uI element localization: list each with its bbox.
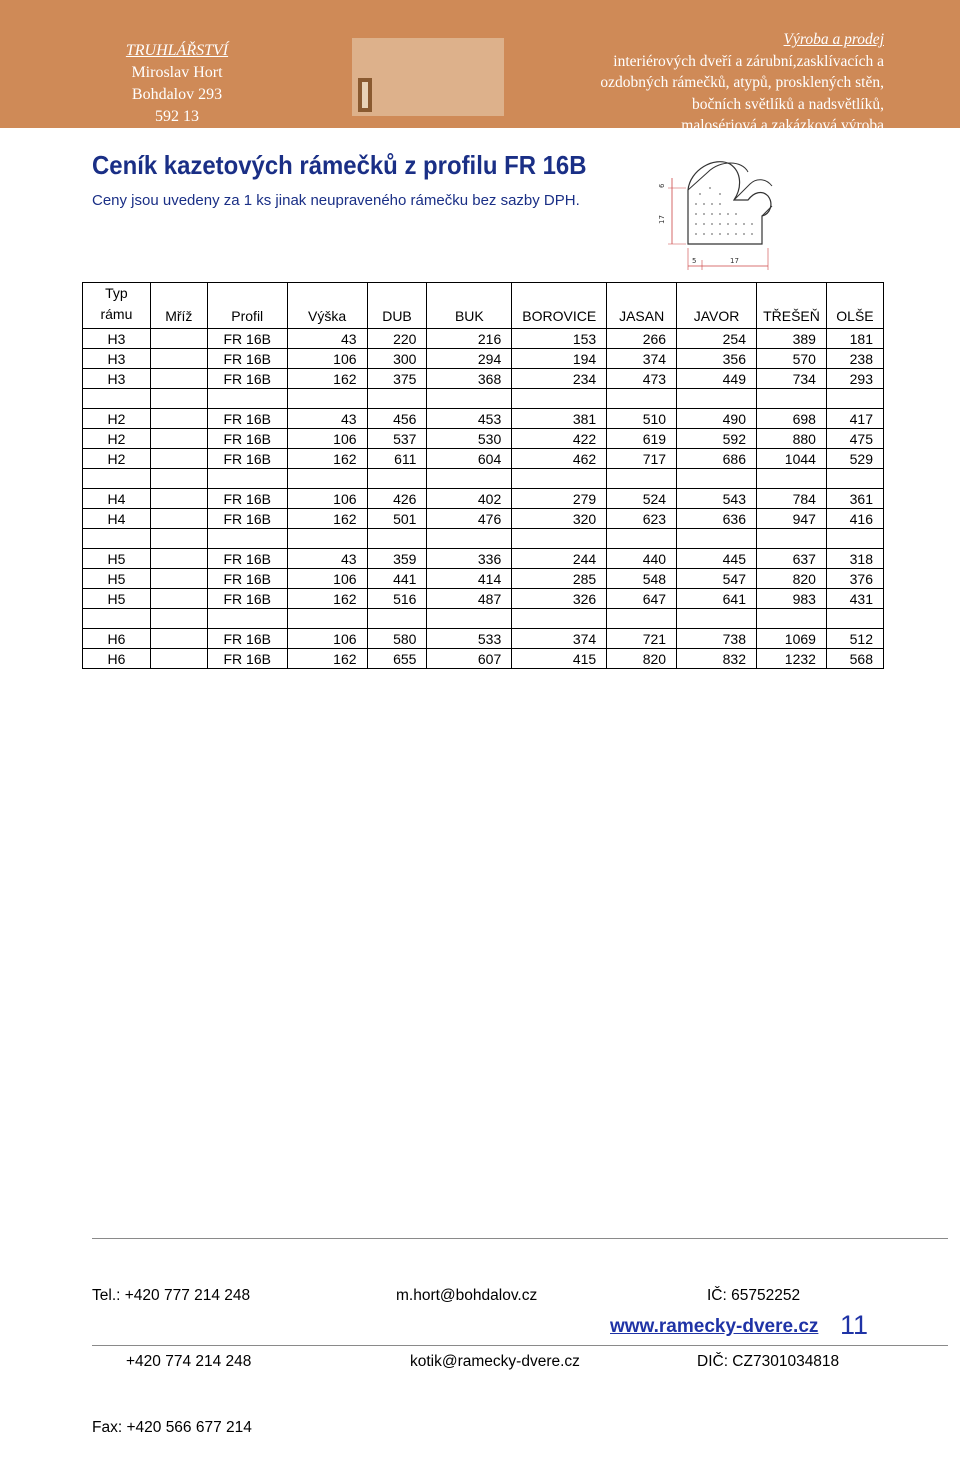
profile-cross-section-drawing — [650, 148, 780, 270]
cell-javor: 449 — [677, 369, 757, 389]
dim-label: 5 — [692, 257, 697, 265]
cell-typ: H3 — [83, 369, 151, 389]
cell-javor: 445 — [677, 549, 757, 569]
cell-dub: 611 — [367, 449, 427, 469]
cell-tresen: 698 — [756, 409, 826, 429]
cell-mriz — [150, 369, 207, 389]
cell-vyska: 106 — [287, 629, 367, 649]
cell-vyska: 162 — [287, 509, 367, 529]
table-spacer-row — [83, 529, 884, 549]
cell-dub — [367, 469, 427, 489]
cell-buk: 453 — [427, 409, 512, 429]
cell-jasan: 721 — [607, 629, 677, 649]
cell-mriz — [150, 529, 207, 549]
cell-jasan — [607, 469, 677, 489]
cell-javor: 641 — [677, 589, 757, 609]
cell-mriz — [150, 469, 207, 489]
column-header-mriz: Mříž — [150, 283, 207, 329]
cell-buk: 368 — [427, 369, 512, 389]
cell-typ: H2 — [83, 449, 151, 469]
cell-vyska — [287, 529, 367, 549]
table-row — [83, 349, 884, 369]
cell-typ: H3 — [83, 329, 151, 349]
cell-buk: 604 — [427, 449, 512, 469]
cell-borovice: 320 — [512, 509, 607, 529]
cell-jasan: 623 — [607, 509, 677, 529]
cell-borovice: 415 — [512, 649, 607, 669]
cell-olse: 318 — [826, 549, 883, 569]
cell-vyska: 43 — [287, 329, 367, 349]
cell-olse: 376 — [826, 569, 883, 589]
cell-tresen: 1044 — [756, 449, 826, 469]
footer-emails — [396, 1241, 580, 1417]
cell-dub: 426 — [367, 489, 427, 509]
cell-javor: 254 — [677, 329, 757, 349]
cell-vyska: 162 — [287, 369, 367, 389]
cell-borovice: 153 — [512, 329, 607, 349]
dim-label: 17 — [730, 257, 739, 265]
table-row — [83, 509, 884, 529]
cell-tresen: 1232 — [756, 649, 826, 669]
cell-profil: FR 16B — [207, 409, 287, 429]
cell-vyska: 43 — [287, 409, 367, 429]
services-line: malosériová a zakázková výroba — [681, 117, 884, 134]
cell-javor: 543 — [677, 489, 757, 509]
cell-tresen: 734 — [756, 369, 826, 389]
cell-typ — [83, 469, 151, 489]
cell-profil: FR 16B — [207, 549, 287, 569]
cell-profil — [207, 469, 287, 489]
cell-dub: 516 — [367, 589, 427, 609]
cell-profil: FR 16B — [207, 629, 287, 649]
cell-borovice — [512, 609, 607, 629]
column-header-javor: JAVOR — [677, 283, 757, 329]
cell-vyska: 106 — [287, 489, 367, 509]
cell-vyska — [287, 469, 367, 489]
cell-javor: 547 — [677, 569, 757, 589]
table-row — [83, 329, 884, 349]
cell-profil — [207, 609, 287, 629]
cell-tresen: 1069 — [756, 629, 826, 649]
table-row — [83, 429, 884, 449]
table-row — [83, 549, 884, 569]
cell-vyska: 162 — [287, 589, 367, 609]
cell-dub — [367, 529, 427, 549]
cell-borovice: 422 — [512, 429, 607, 449]
cell-tresen — [756, 389, 826, 409]
cell-jasan — [607, 529, 677, 549]
cell-vyska — [287, 389, 367, 409]
column-header-tresen: TŘEŠEŇ — [756, 283, 826, 329]
cell-vyska: 106 — [287, 349, 367, 369]
cell-jasan: 820 — [607, 649, 677, 669]
cell-jasan: 524 — [607, 489, 677, 509]
cell-dub: 220 — [367, 329, 427, 349]
cell-typ: H5 — [83, 569, 151, 589]
cell-olse: 181 — [826, 329, 883, 349]
cell-buk: 607 — [427, 649, 512, 669]
company-address-block — [92, 40, 262, 128]
cell-dub: 441 — [367, 569, 427, 589]
page-number: 11 — [840, 1310, 869, 1340]
cell-buk — [427, 529, 512, 549]
cell-typ — [83, 609, 151, 629]
cell-olse: 475 — [826, 429, 883, 449]
column-header-buk: BUK — [427, 283, 512, 329]
cell-profil: FR 16B — [207, 589, 287, 609]
services-title: Výroba a prodej — [783, 31, 884, 48]
phone-number: +420 777 214 248 — [124, 1287, 251, 1304]
cell-olse — [826, 389, 883, 409]
cell-mriz — [150, 609, 207, 629]
cell-buk: 487 — [427, 589, 512, 609]
table-row — [83, 649, 884, 669]
column-header-borovice: BOROVICE — [512, 283, 607, 329]
cell-tresen — [756, 469, 826, 489]
cell-borovice: 326 — [512, 589, 607, 609]
cell-buk: 530 — [427, 429, 512, 449]
cell-buk: 476 — [427, 509, 512, 529]
cell-mriz — [150, 649, 207, 669]
cell-javor — [677, 609, 757, 629]
cell-buk: 216 — [427, 329, 512, 349]
cell-typ: H5 — [83, 589, 151, 609]
cell-vyska: 106 — [287, 429, 367, 449]
cell-borovice: 234 — [512, 369, 607, 389]
cell-mriz — [150, 489, 207, 509]
cell-typ: H3 — [83, 349, 151, 369]
cell-javor: 738 — [677, 629, 757, 649]
page-title: Ceník kazetových rámečků z profilu FR 16B — [92, 150, 587, 180]
cell-tresen: 570 — [756, 349, 826, 369]
cell-dub: 359 — [367, 549, 427, 569]
column-header-vyska: Výška — [287, 283, 367, 329]
cell-jasan: 374 — [607, 349, 677, 369]
cell-typ: H5 — [83, 549, 151, 569]
cell-javor — [677, 469, 757, 489]
cell-jasan: 266 — [607, 329, 677, 349]
phone-number: +420 774 214 248 — [126, 1353, 252, 1370]
cell-tresen: 637 — [756, 549, 826, 569]
cell-jasan: 647 — [607, 589, 677, 609]
table-body — [83, 283, 884, 669]
cell-javor: 832 — [677, 649, 757, 669]
table-row — [83, 409, 884, 429]
cell-tresen — [756, 609, 826, 629]
cell-dub: 300 — [367, 349, 427, 369]
table-spacer-row — [83, 469, 884, 489]
cell-jasan: 619 — [607, 429, 677, 449]
cell-borovice: 285 — [512, 569, 607, 589]
cell-vyska: 162 — [287, 449, 367, 469]
cell-profil — [207, 529, 287, 549]
column-header-typ: Typ rámu — [83, 283, 151, 329]
cell-typ: H6 — [83, 649, 151, 669]
cell-jasan: 717 — [607, 449, 677, 469]
cell-typ: H4 — [83, 509, 151, 529]
cell-borovice: 381 — [512, 409, 607, 429]
cell-javor: 490 — [677, 409, 757, 429]
column-header-dub: DUB — [367, 283, 427, 329]
cell-typ: H2 — [83, 429, 151, 449]
cell-borovice — [512, 469, 607, 489]
dim-label: 6 — [658, 183, 666, 188]
dic-number: DIČ: CZ7301034818 — [697, 1353, 840, 1370]
cell-profil: FR 16B — [207, 569, 287, 589]
cell-olse: 431 — [826, 589, 883, 609]
column-header-jasan: JASAN — [607, 283, 677, 329]
table-row — [83, 449, 884, 469]
cell-javor — [677, 529, 757, 549]
cell-tresen: 820 — [756, 569, 826, 589]
cell-profil: FR 16B — [207, 369, 287, 389]
cell-borovice — [512, 529, 607, 549]
cell-dub: 456 — [367, 409, 427, 429]
cell-tresen: 880 — [756, 429, 826, 449]
cell-profil: FR 16B — [207, 649, 287, 669]
cell-buk: 294 — [427, 349, 512, 369]
cell-profil: FR 16B — [207, 509, 287, 529]
cell-tresen: 784 — [756, 489, 826, 509]
cell-borovice: 374 — [512, 629, 607, 649]
email-link[interactable]: kotik@ramecky-dvere.cz — [410, 1353, 580, 1370]
cell-vyska: 162 — [287, 649, 367, 669]
column-header-profil: Profil — [207, 283, 287, 329]
cell-mriz — [150, 569, 207, 589]
cell-tresen: 947 — [756, 509, 826, 529]
table-header-row — [83, 283, 884, 329]
services-block — [544, 29, 884, 137]
footer-divider — [92, 1238, 948, 1239]
cell-dub — [367, 609, 427, 629]
cell-buk — [427, 389, 512, 409]
cell-olse — [826, 529, 883, 549]
services-line: ozdobných rámečků, atypů, prosklených stěn, — [600, 74, 884, 91]
cell-vyska: 43 — [287, 549, 367, 569]
cell-tresen — [756, 529, 826, 549]
company-logo — [352, 38, 504, 116]
cell-olse: 512 — [826, 629, 883, 649]
cell-javor: 592 — [677, 429, 757, 449]
cell-vyska: 106 — [287, 569, 367, 589]
cell-olse: 568 — [826, 649, 883, 669]
header-band — [0, 0, 960, 134]
cell-mriz — [150, 429, 207, 449]
cell-vyska — [287, 609, 367, 629]
cell-javor — [677, 389, 757, 409]
cell-typ — [83, 389, 151, 409]
street-address: Bohdalov 293 — [131, 86, 223, 103]
cell-profil: FR 16B — [207, 489, 287, 509]
cell-borovice: 462 — [512, 449, 607, 469]
cell-buk: 533 — [427, 629, 512, 649]
cell-jasan: 510 — [607, 409, 677, 429]
cell-typ: H6 — [83, 629, 151, 649]
cell-dub: 580 — [367, 629, 427, 649]
cell-typ: H2 — [83, 409, 151, 429]
cell-olse: 361 — [826, 489, 883, 509]
cell-profil — [207, 389, 287, 409]
cell-borovice: 244 — [512, 549, 607, 569]
footer-divider — [92, 1345, 948, 1346]
table-row — [83, 569, 884, 589]
table-row — [83, 629, 884, 649]
cell-profil: FR 16B — [207, 429, 287, 449]
services-line: bočních světlíků a nadsvětlíků, — [692, 95, 884, 113]
table-spacer-row — [83, 609, 884, 629]
cell-dub — [367, 389, 427, 409]
cell-buk: 414 — [427, 569, 512, 589]
cell-profil: FR 16B — [207, 449, 287, 469]
cell-olse — [826, 469, 883, 489]
cell-tresen: 983 — [756, 589, 826, 609]
cell-borovice — [512, 389, 607, 409]
cell-javor: 356 — [677, 349, 757, 369]
footer-phones — [92, 1241, 252, 1483]
cell-mriz — [150, 349, 207, 369]
column-header-olse: OLŠE — [826, 283, 883, 329]
cell-olse: 529 — [826, 449, 883, 469]
owner-name: Miroslav Hort — [131, 64, 223, 81]
cell-jasan: 473 — [607, 369, 677, 389]
cell-olse: 417 — [826, 409, 883, 429]
table-row — [83, 489, 884, 509]
email-link[interactable]: m.hort@bohdalov.cz — [396, 1287, 538, 1304]
cell-dub: 375 — [367, 369, 427, 389]
cell-borovice: 279 — [512, 489, 607, 509]
cell-profil: FR 16B — [207, 329, 287, 349]
cell-buk: 336 — [427, 549, 512, 569]
cell-dub: 501 — [367, 509, 427, 529]
website-link[interactable]: www.ramecky-dvere.cz — [610, 1316, 819, 1337]
cell-dub: 655 — [367, 649, 427, 669]
table-row — [83, 589, 884, 609]
fax-number: +420 566 677 214 — [126, 1419, 252, 1436]
cell-jasan: 440 — [607, 549, 677, 569]
cell-borovice: 194 — [512, 349, 607, 369]
zip-code: 592 13 — [155, 108, 199, 125]
cell-buk — [427, 469, 512, 489]
tel-label: Tel.: — [92, 1287, 121, 1304]
cell-javor: 636 — [677, 509, 757, 529]
cell-typ: H4 — [83, 489, 151, 509]
page-subtitle: Ceny jsou uvedeny za 1 ks jinak neupraveného rámečku bez sazby DPH. — [92, 192, 580, 209]
cell-buk — [427, 609, 512, 629]
cell-typ — [83, 529, 151, 549]
cell-mriz — [150, 409, 207, 429]
cell-profil: FR 16B — [207, 349, 287, 369]
cell-olse: 293 — [826, 369, 883, 389]
table-row — [83, 369, 884, 389]
cell-mriz — [150, 549, 207, 569]
cell-mriz — [150, 329, 207, 349]
fax-label: Fax: — [92, 1419, 123, 1436]
cell-javor: 686 — [677, 449, 757, 469]
cell-olse — [826, 609, 883, 629]
cell-jasan — [607, 389, 677, 409]
cell-mriz — [150, 589, 207, 609]
table-spacer-row — [83, 389, 884, 409]
cell-olse: 416 — [826, 509, 883, 529]
services-line: interiérových dveří a zárubní,zasklívacích a — [613, 52, 884, 70]
cell-mriz — [150, 629, 207, 649]
cell-buk: 402 — [427, 489, 512, 509]
cell-mriz — [150, 389, 207, 409]
cell-jasan — [607, 609, 677, 629]
ic-number: IČ: 65752252 — [707, 1287, 801, 1304]
cell-mriz — [150, 509, 207, 529]
price-table — [82, 282, 884, 669]
cell-tresen: 389 — [756, 329, 826, 349]
company-name: TRUHLÁŘSTVÍ — [125, 42, 229, 59]
cell-mriz — [150, 449, 207, 469]
cell-olse: 238 — [826, 349, 883, 369]
cell-dub: 537 — [367, 429, 427, 449]
dim-label: 17 — [658, 215, 666, 224]
cell-jasan: 548 — [607, 569, 677, 589]
